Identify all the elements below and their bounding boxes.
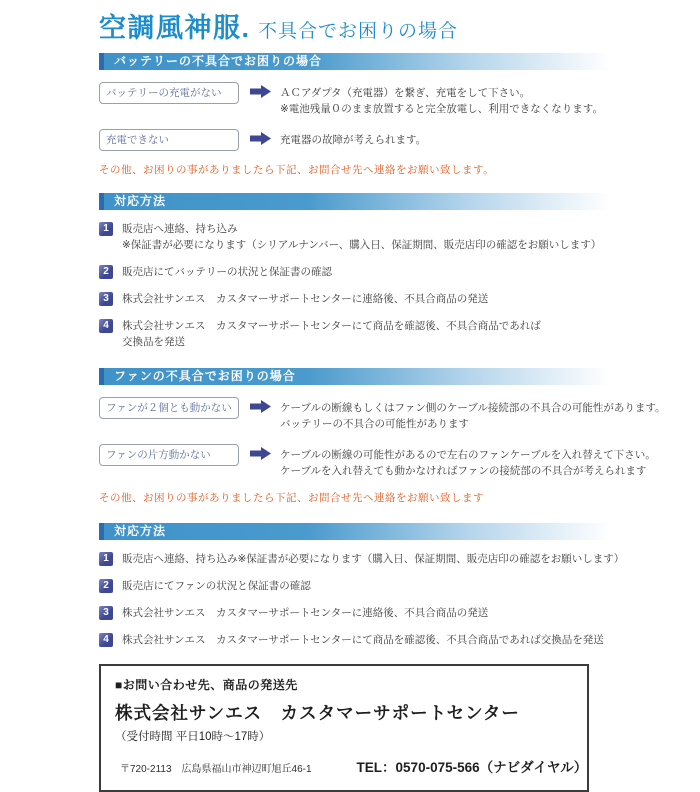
section-header-fan-steps: 対応方法: [99, 523, 611, 540]
step-number-badge: 1: [99, 222, 113, 236]
step-text: [122, 605, 488, 621]
symptom-result: [280, 129, 426, 148]
step-item-1: [99, 551, 625, 567]
symptom-row-fan-2: [99, 444, 656, 479]
result-line: ※電池残量０のまま放置すると完全放電し、利用できなくなります。: [280, 103, 603, 115]
step-item-4: [99, 632, 611, 648]
arrow-right-icon: [250, 85, 272, 98]
step-item-1: [99, 221, 611, 253]
step-number-badge: 1: [99, 552, 113, 566]
step-item-3: [99, 291, 611, 307]
symptom-row-battery-1: [99, 82, 611, 117]
step-number-badge: 2: [99, 579, 113, 593]
section-header-battery: バッテリーの不具合でお困りの場合: [99, 53, 611, 70]
step-number-badge: 3: [99, 606, 113, 620]
step-line: 販売店へ連絡、持ち込み: [122, 223, 238, 235]
step-item-2: [99, 578, 611, 594]
step-text: [122, 578, 311, 594]
step-line: 株式会社サンエス カスタマーサポートセンターに連絡後、不具合商品の発送: [122, 607, 489, 619]
symptom-result: [280, 397, 666, 432]
page-subtitle: 不具合でお困りの場合: [258, 21, 459, 42]
contact-notice-fan: その他、お困りの事がありましたら下記、お問合せ先へ連絡をお願い致します: [99, 492, 484, 504]
contact-heading: ■お問い合わせ先、商品の発送先: [115, 678, 298, 692]
step-number-badge: 3: [99, 292, 113, 306]
phone-number: TEL：0570-075-566（ナビダイヤル）: [356, 760, 588, 775]
result-line: ケーブルを入れ替えても動かなければファンの接続部の不具合が考えられます: [280, 465, 647, 477]
step-line: 販売店にてファンの状況と保証書の確認: [122, 580, 311, 592]
step-line: 販売店へ連絡、持ち込み※保証書が必要になります（購入日、保証期間、販売店印の確認をお願いします）: [122, 553, 625, 565]
symptom-box-cannot-charge: 充電できない: [99, 129, 239, 151]
contact-notice-battery: その他、お困りの事がありましたら下記、お問合せ先へ連絡をお願い致します。: [99, 164, 495, 176]
step-line: 株式会社サンエス カスタマーサポートセンターに連絡後、不具合商品の発送: [122, 293, 489, 305]
contact-address-row: [115, 756, 588, 776]
step-line: 交換品を発送: [122, 336, 185, 348]
symptom-row-fan-1: [99, 397, 666, 432]
step-item-2: [99, 264, 611, 280]
symptom-box-one-fan-stopped: ファンの片方動かない: [99, 444, 239, 466]
page-title: [99, 0, 611, 45]
result-line: ケーブルの断線の可能性があるので左右のファンケーブルを入れ替えて下さい。: [280, 449, 656, 461]
step-line: 株式会社サンエス カスタマーサポートセンターにて商品を確認後、不具合商品であれば交換品を発送: [122, 634, 604, 646]
step-number-badge: 4: [99, 319, 113, 333]
arrow-right-icon: [250, 400, 272, 413]
business-hours: （受付時間 平日10時～17時）: [115, 731, 271, 743]
symptom-result: [280, 444, 656, 479]
arrow-right-icon: [250, 132, 272, 145]
step-number-badge: 4: [99, 633, 113, 647]
company-name: 株式会社サンエス カスタマーサポートセンター: [115, 703, 520, 723]
contact-info-box: [99, 664, 589, 792]
symptom-box-no-charge: バッテリーの充電がない: [99, 82, 239, 104]
flyer-page: [99, 0, 666, 792]
brand-logo-dot: .: [241, 13, 250, 43]
step-text: [122, 551, 624, 567]
section-header-battery-steps: 対応方法: [99, 193, 611, 210]
step-text: [122, 221, 601, 253]
symptom-result: [280, 82, 603, 117]
step-text: [122, 291, 488, 307]
brand-logo: 空調風神服: [99, 13, 242, 43]
step-item-3: [99, 605, 611, 621]
step-line: ※保証書が必要になります（シリアルナンバー、購入日、保証期間、販売店印の確認をお願いします）: [122, 239, 602, 251]
step-item-4: [99, 318, 611, 350]
result-line: ＡＣアダプタ（充電器）を繋ぎ、充電をして下さい。: [280, 87, 531, 99]
arrow-right-icon: [250, 447, 272, 460]
result-line: ケーブルの断線もしくはファン側のケーブル接続部の不具合の可能性があります。: [280, 402, 666, 414]
step-line: 販売店にてバッテリーの状況と保証書の確認: [122, 266, 332, 278]
step-number-badge: 2: [99, 265, 113, 279]
section-header-fan: ファンの不具合でお困りの場合: [99, 368, 611, 385]
step-line: 株式会社サンエス カスタマーサポートセンターにて商品を確認後、不具合商品であれば: [122, 320, 541, 332]
result-line: 充電器の故障が考えられます。: [280, 134, 427, 146]
step-text: [122, 632, 604, 648]
step-text: [122, 318, 541, 350]
postal-address: 〒720-2113 広島県福山市神辺町旭丘46-1: [120, 764, 312, 775]
step-text: [122, 264, 332, 280]
symptom-box-both-fans-stopped: ファンが２個とも動かない: [99, 397, 239, 419]
symptom-row-battery-2: [99, 129, 611, 151]
result-line: バッテリーの不具合の可能性があります: [280, 418, 469, 430]
